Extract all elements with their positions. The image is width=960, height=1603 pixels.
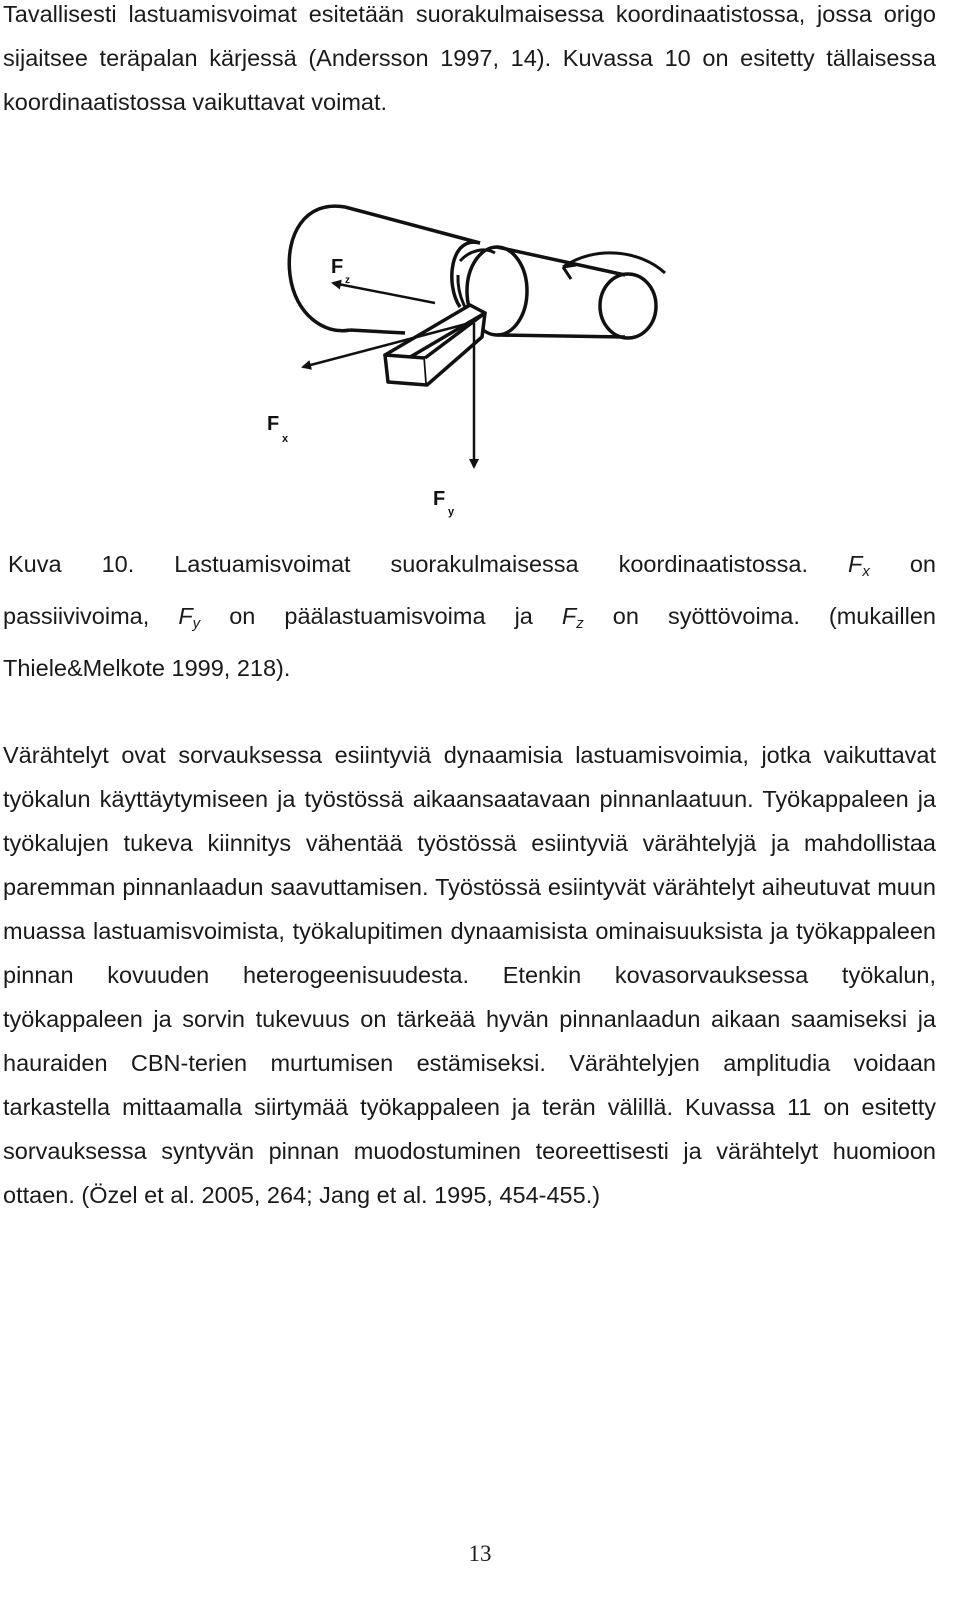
caption-word: suorakulmaisessa	[390, 551, 579, 577]
caption-word: Kuva	[8, 551, 62, 577]
caption-symbol-fy: $F_y$	[178, 603, 201, 632]
label-fx-sub: x	[282, 433, 289, 445]
label-fz-sub: z	[345, 275, 350, 286]
caption-word: 10.	[101, 551, 135, 577]
caption-word: on	[229, 603, 256, 629]
intro-paragraph: Tavallisesti lastuamisvoimat esitetään suorakulmaisessa koordinaatistossa, jossa origo sijaitsee teräpalan kärjessä (Andersson 1997, 14). Kuvassa 10 on esitetty tällaisessa koordinaatistossa vaikuttavat voimat.	[3, 1, 936, 115]
label-fy: F	[433, 488, 446, 510]
figure-caption	[3, 542, 936, 690]
label-fy-sub: y	[448, 506, 455, 518]
workpiece-small-cylinder	[458, 247, 656, 338]
caption-line-2	[3, 594, 936, 646]
caption-symbol-fz: $F_z$	[561, 603, 584, 632]
caption-word: päälastuamisvoima	[284, 603, 486, 629]
caption-word: on	[612, 603, 639, 629]
caption-word: (mukaillen	[828, 603, 936, 629]
caption-word: Lastuamisvoimat	[174, 551, 351, 577]
caption-line-1	[3, 542, 936, 594]
cutting-tool	[385, 305, 485, 385]
caption-word: syöttövoima.	[667, 603, 800, 629]
page-number: 13	[468, 1541, 492, 1566]
body-paragraph: Värähtelyt ovat sorvauksessa esiintyviä dynaamisia lastuamisvoimia, jotka vaikuttavat työkalun käyttäytymiseen ja työstössä aikaansaatavaan pinnanlaatuun. Työkappaleen ja työkalujen tukeva kiinnitys vähentää työstössä esiintyviä värähtelyjä ja mahdollistaa paremman pinnanlaadun saavuttamisen. Työstössä esiintyvät värähtelyt aiheutuvat muun muassa lastuamisvoimista, työkalupitimen dynaamisista ominaisuuksista ja työkappaleen pinnan kovuuden heterogeenisuudesta. Etenkin kovasorvauksessa työkalun, työkappaleen ja sorvin tukevuus on tärkeää hyvän pinnanlaadun aikaan saamiseksi ja hauraiden CBN-terien murtumisen estämiseksi. Värähtelyjen amplitudia voidaan tarkastella mittaamalla siirtymää työkappaleen ja terän välillä. Kuvassa 11 on esitetty sorvauksessa syntyvän pinnan muodostuminen teoreettisesti ja värähtelyt huomioon ottaen. (Özel et al. 2005, 264; Jang et al. 1995, 454-455.)	[3, 742, 936, 1208]
caption-word: koordinaatistossa.	[618, 551, 809, 577]
label-fz: F	[331, 256, 344, 278]
cutting-forces-figure	[245, 195, 675, 525]
caption-word: ja	[514, 603, 533, 629]
label-fx: F	[267, 413, 280, 435]
caption-line-3: Thiele&Melkote 1999, 218).	[3, 655, 291, 681]
caption-symbol-fx: $F_x$	[848, 551, 870, 580]
caption-word: passiivivoima,	[3, 603, 150, 629]
force-z-arrow	[333, 283, 435, 303]
caption-word: on	[909, 551, 936, 577]
